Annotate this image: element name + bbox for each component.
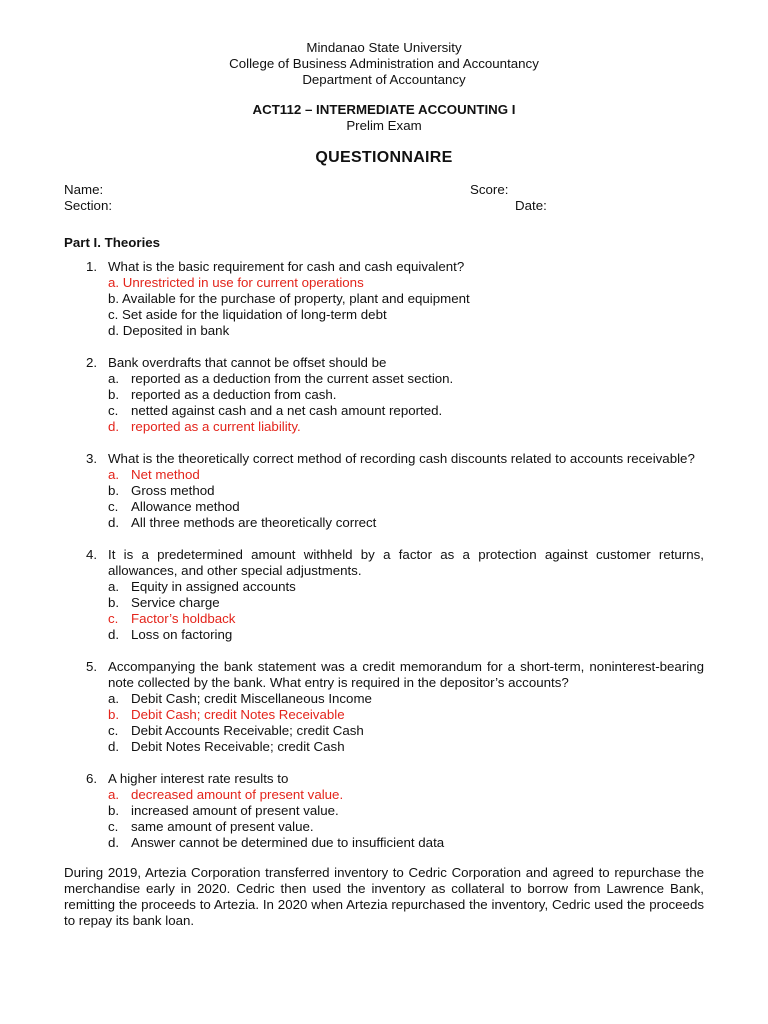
question-list bbox=[64, 259, 704, 851]
choice-text: Gross method bbox=[131, 483, 215, 498]
question-number: 4. bbox=[86, 547, 98, 562]
choice-c bbox=[108, 403, 704, 419]
question-text: What is the basic requirement for cash and cash equivalent? bbox=[108, 259, 465, 274]
choice-text: reported as a deduction from cash. bbox=[131, 387, 337, 402]
choice-letter: b. bbox=[108, 387, 120, 402]
choice-list bbox=[108, 467, 704, 531]
choice-list bbox=[108, 275, 704, 339]
choice-b bbox=[108, 387, 704, 403]
question-number: 2. bbox=[86, 355, 98, 370]
choice-text: reported as a deduction from the current asset section. bbox=[131, 371, 454, 386]
choice-text: Loss on factoring bbox=[131, 627, 233, 642]
question-5 bbox=[64, 659, 704, 755]
question-text: What is the theoretically correct method of recording cash discounts related to accounts receivable? bbox=[108, 451, 695, 466]
choice-d: d. Deposited in bank bbox=[108, 323, 230, 338]
choice-letter: a. bbox=[108, 579, 120, 594]
choice-letter: c. bbox=[108, 723, 119, 738]
document-header bbox=[64, 40, 704, 166]
choice-d bbox=[108, 739, 704, 755]
question-6 bbox=[64, 771, 704, 851]
choice-text: Net method bbox=[131, 467, 200, 482]
choice-b: b. Available for the purchase of property, plant and equipment bbox=[108, 291, 470, 306]
name-label: Name: bbox=[64, 182, 104, 197]
choice-list bbox=[108, 579, 704, 643]
page-title: QUESTIONNAIRE bbox=[315, 149, 453, 166]
choice-text: Equity in assigned accounts bbox=[131, 579, 296, 594]
choice-d-correct-answer bbox=[108, 419, 704, 435]
question-4 bbox=[64, 547, 704, 643]
question-number: 6. bbox=[86, 771, 98, 786]
section-label: Section: bbox=[64, 198, 113, 213]
choice-b bbox=[108, 595, 704, 611]
question-text: Accompanying the bank statement was a credit memorandum for a short-term, noninterest-bearing note collected by the bank. What entry is required in the depositor’s accounts? bbox=[108, 659, 704, 690]
choice-letter: c. bbox=[108, 403, 119, 418]
choice-text: Debit Cash; credit Notes Receivable bbox=[131, 707, 345, 722]
question-number: 5. bbox=[86, 659, 98, 674]
date-label: Date: bbox=[515, 198, 547, 213]
choice-d bbox=[108, 835, 704, 851]
choice-letter: d. bbox=[108, 739, 120, 754]
question-text: Bank overdrafts that cannot be offset should be bbox=[108, 355, 387, 370]
course-title: ACT112 – INTERMEDIATE ACCOUNTING I bbox=[252, 102, 516, 117]
choice-text: Debit Cash; credit Miscellaneous Income bbox=[131, 691, 372, 706]
choice-letter: d. bbox=[108, 835, 120, 850]
question-2 bbox=[64, 355, 704, 435]
choice-a bbox=[108, 579, 704, 595]
choice-text: Answer cannot be determined due to insufficient data bbox=[131, 835, 445, 850]
question-text: It is a predetermined amount withheld by a factor as a protection against customer returns, allowances, and other special adjustments. bbox=[108, 547, 704, 578]
choice-text: netted against cash and a net cash amount reported. bbox=[131, 403, 443, 418]
choice-text: Allowance method bbox=[131, 499, 240, 514]
choice-letter: a. bbox=[108, 691, 120, 706]
choice-text: decreased amount of present value. bbox=[131, 787, 344, 802]
choice-d bbox=[108, 515, 704, 531]
choice-text: Debit Notes Receivable; credit Cash bbox=[131, 739, 345, 754]
university-name: Mindanao State University bbox=[306, 40, 462, 55]
choice-a-correct-answer bbox=[108, 467, 704, 483]
choice-letter: c. bbox=[108, 819, 119, 834]
choice-text: All three methods are theoretically correct bbox=[131, 515, 377, 530]
choice-list bbox=[108, 787, 704, 851]
choice-letter: a. bbox=[108, 467, 120, 482]
exam-page bbox=[64, 40, 704, 942]
student-info-fields bbox=[64, 180, 704, 214]
choice-letter: a. bbox=[108, 787, 120, 802]
exam-name: Prelim Exam bbox=[346, 118, 422, 133]
choice-c-correct-answer bbox=[108, 611, 704, 627]
choice-list bbox=[108, 691, 704, 755]
choice-letter: d. bbox=[108, 419, 120, 434]
choice-text: increased amount of present value. bbox=[131, 803, 339, 818]
choice-letter: b. bbox=[108, 595, 120, 610]
choice-a bbox=[108, 691, 704, 707]
college-name: College of Business Administration and Accountancy bbox=[229, 56, 539, 71]
choice-a bbox=[108, 371, 704, 387]
choice-letter: c. bbox=[108, 611, 119, 626]
choice-a-correct-answer: a. Unrestricted in use for current operations bbox=[108, 275, 364, 290]
question-number: 3. bbox=[86, 451, 98, 466]
choice-text: Debit Accounts Receivable; credit Cash bbox=[131, 723, 364, 738]
choice-a-correct-answer bbox=[108, 787, 704, 803]
choice-list bbox=[108, 371, 704, 435]
choice-b bbox=[108, 803, 704, 819]
part-title: Part I. Theories bbox=[64, 235, 161, 250]
choice-text: Factor’s holdback bbox=[131, 611, 236, 626]
choice-letter: b. bbox=[108, 483, 120, 498]
question-text: A higher interest rate results to bbox=[108, 771, 289, 786]
choice-letter: d. bbox=[108, 515, 120, 530]
choice-text: reported as a current liability. bbox=[131, 419, 301, 434]
choice-c bbox=[108, 819, 704, 835]
choice-c: c. Set aside for the liquidation of long-term debt bbox=[108, 307, 387, 322]
question-number: 1. bbox=[86, 259, 98, 274]
choice-letter: c. bbox=[108, 499, 119, 514]
choice-letter: a. bbox=[108, 371, 120, 386]
choice-letter: b. bbox=[108, 707, 120, 722]
question-1 bbox=[64, 259, 704, 339]
choice-b bbox=[108, 483, 704, 499]
choice-b-correct-answer bbox=[108, 707, 704, 723]
problem-paragraph: During 2019, Artezia Corporation transferred inventory to Cedric Corporation and agreed to repurchase the merchandise early in 2020. Cedric then used the inventory as collateral to borrow from Lawrence Bank, remitting the proceeds to Artezia. In 2020 when Artezia repurchased the inventory, Cedric used the proceeds to repay its bank loan. bbox=[64, 865, 704, 928]
choice-text: Service charge bbox=[131, 595, 220, 610]
choice-c bbox=[108, 723, 704, 739]
question-3 bbox=[64, 451, 704, 531]
choice-letter: b. bbox=[108, 803, 120, 818]
department-name: Department of Accountancy bbox=[302, 72, 466, 87]
choice-c bbox=[108, 499, 704, 515]
choice-letter: d. bbox=[108, 627, 120, 642]
choice-text: same amount of present value. bbox=[131, 819, 314, 834]
score-label: Score: bbox=[470, 182, 509, 197]
choice-d bbox=[108, 627, 704, 643]
